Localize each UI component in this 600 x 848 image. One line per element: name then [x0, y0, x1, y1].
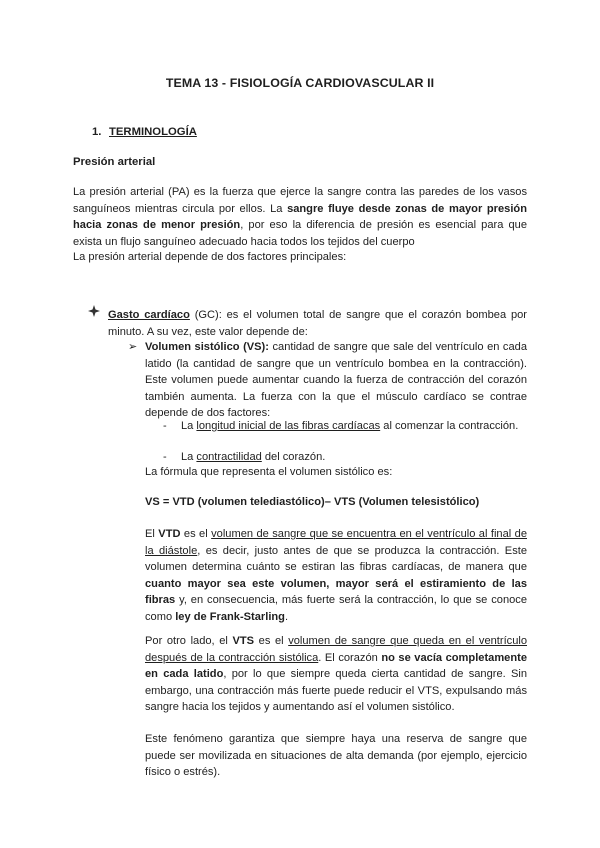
section-heading	[92, 124, 197, 141]
text-run: y, en consecuencia, más fuerte será la contracción, lo que se conoce como	[145, 594, 527, 623]
text-run: La presión arterial (PA) es la fuerza que ejerce la sangre contra las paredes de los vasos sanguíneos mientras circula por ellos. La	[73, 186, 527, 215]
text-run: La	[181, 451, 197, 463]
bold-run: VTS	[232, 635, 255, 647]
list-item-factor-longitud	[181, 418, 527, 435]
dash-bullet-icon: -	[163, 420, 167, 432]
bold-run: no se vacía completamente en cada latido	[145, 651, 527, 681]
underlined-run: longitud inicial de las fibras cardíacas	[196, 420, 381, 432]
text-run: del corazón.	[261, 451, 326, 463]
paragraph-definition	[73, 184, 527, 250]
text-run: es el	[180, 528, 212, 540]
paragraph-factors-intro: La presión arterial depende de dos factores principales:	[73, 251, 347, 263]
paragraph-vtd	[145, 526, 527, 626]
arrow-bullet-icon: ➢	[128, 341, 138, 353]
text-run: Por otro lado, el	[145, 635, 233, 647]
bold-run: VTD	[158, 528, 181, 540]
text-run: . El corazón	[318, 651, 382, 664]
page-title: TEMA 13 - FISIOLOGÍA CARDIOVASCULAR II	[165, 76, 435, 90]
formula-volumen-sistolico: VS = VTD (volumen telediastólico)– VTS (Volumen telesistólico)	[145, 496, 480, 508]
text-run: cantidad de sangre que sale del ventrículo en cada latido (la cantidad de sangre que un ventrículo bombea en la contracción). Este volumen puede aumentar cuando la fuerza de contracción del corazón también aumenta. La fuerza con la que el músculo cardíaco se contrae depende de dos factores:	[145, 341, 527, 420]
text-run: , por eso la diferencia de presión es esencial para que exista un flujo sanguíneo adecuado hacia todos los tejidos del cuerpo	[73, 219, 527, 248]
text-run: (GC): es el volumen total de sangre que el corazón bombea por minuto. A su vez, este valor depende de:	[108, 309, 527, 338]
text-run: , por lo que siempre queda cierta cantidad de sangre. Sin embargo, una contracción más fuerte puede reducir el VTS, expulsando más sangre hacia los tejidos y aumentando así el volumen sistólico.	[145, 668, 527, 714]
list-item-gasto-cardiaco	[108, 307, 527, 340]
text-run: al comenzar la contracción.	[380, 420, 519, 432]
diamond-bullet-icon-svg	[88, 305, 100, 317]
text-run: es el	[254, 635, 289, 647]
bold-run: cuanto mayor sea este volumen, mayor será el estiramiento de las fibras	[145, 577, 527, 607]
list-item-volumen-sistolico	[145, 339, 527, 422]
formula-intro: La fórmula que representa el volumen sistólico es:	[145, 466, 393, 478]
section-number: 1.	[92, 126, 102, 138]
paragraph-vts	[145, 633, 527, 716]
term-volumen-sistolico: Volumen sistólico (VS):	[145, 341, 269, 353]
text-run: .	[284, 610, 289, 623]
bold-run: sangre fluye desde zonas de mayor presión hacia zonas de menor presión	[73, 202, 527, 232]
paragraph-reserva: Este fenómeno garantiza que siempre haya una reserva de sangre que puede ser movilizada en situaciones de alta demanda (por ejemplo, ejercicio físico o estrés).	[145, 733, 527, 779]
section-label: TERMINOLOGÍA	[109, 126, 197, 138]
text-run: La	[181, 420, 197, 432]
underlined-run: contractilidad	[196, 451, 262, 463]
underlined-run: volumen de sangre que queda en el ventrículo después de la contracción sistólica	[145, 635, 528, 664]
subheading: Presión arterial	[73, 156, 156, 168]
bold-run: ley de Frank-Starling	[175, 610, 285, 623]
text-run: El	[145, 528, 159, 540]
dash-bullet-icon: -	[163, 451, 167, 463]
text-run: , es decir, justo antes de que se produzca la contracción. Este volumen determina cuánto se estiran las fibras cardíacas, de manera que	[145, 544, 527, 574]
term-gasto-cardiaco: Gasto cardíaco	[108, 309, 190, 321]
underlined-run: volumen de sangre que se encuentra en el ventrículo al final de la diástole	[145, 528, 527, 557]
